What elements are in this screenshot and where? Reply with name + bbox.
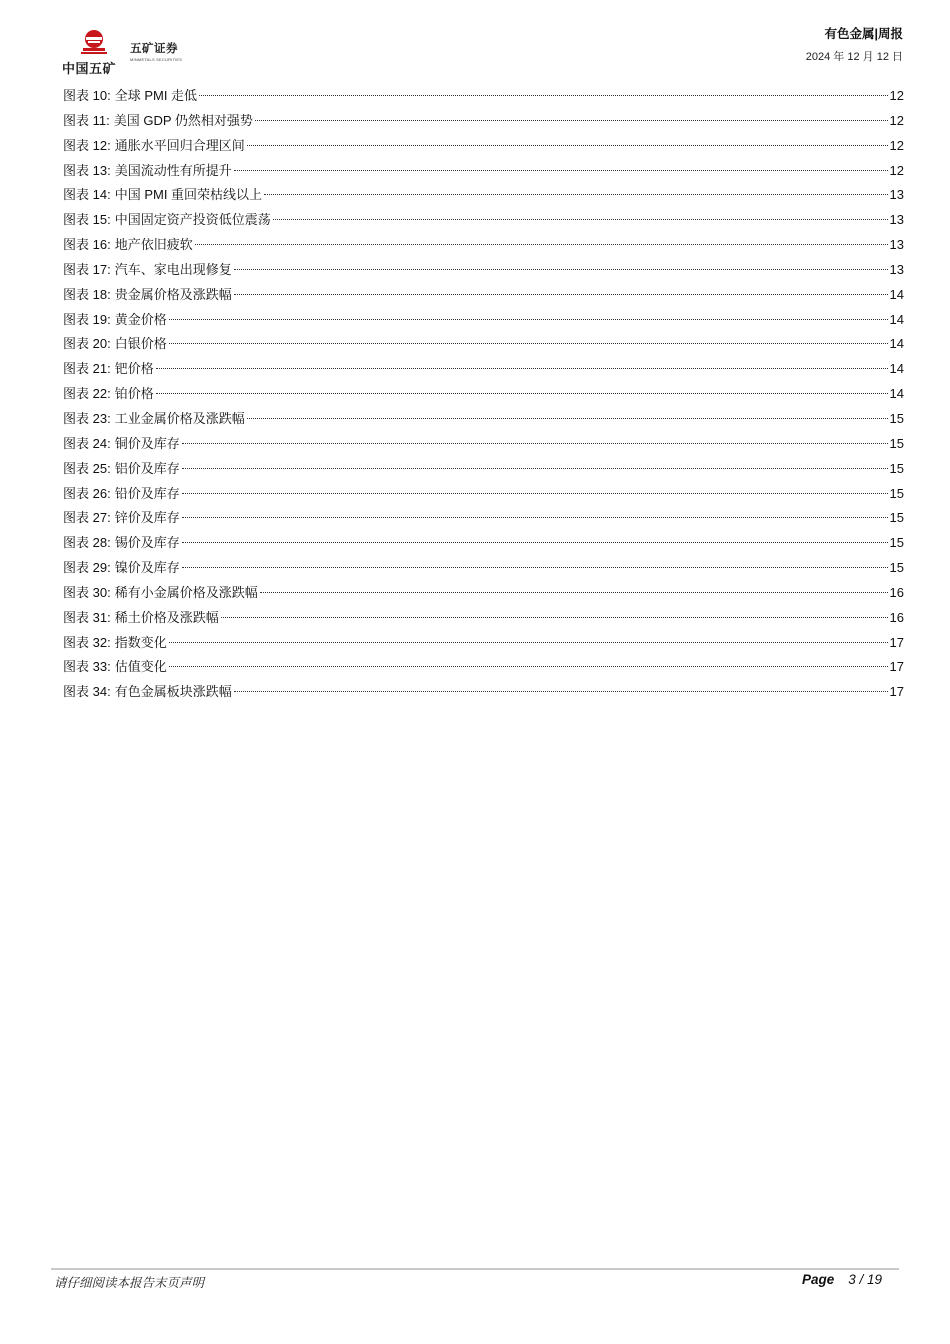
toc-entry-title: 锌价及库存 <box>114 510 180 526</box>
toc-dot-leader <box>182 567 888 568</box>
toc-entry-number: 图表 26 <box>63 485 108 501</box>
toc-entry-number: 图表 12 <box>63 137 108 153</box>
toc-entry-title: 有色金属板块涨跌幅 <box>114 684 232 700</box>
toc-entry[interactable] <box>63 84 904 109</box>
toc-entry[interactable] <box>63 134 904 159</box>
toc-entry-colon: : <box>107 584 111 600</box>
toc-entry-page: 14 <box>889 336 904 352</box>
toc-entry-number: 图表 17 <box>63 261 108 277</box>
toc-entry-colon: : <box>107 261 111 277</box>
toc-entry-page: 14 <box>889 311 904 327</box>
toc-entry-title: 工业金属价格及涨跌幅 <box>114 410 245 426</box>
toc-entry[interactable] <box>63 283 904 308</box>
logo-subbrand <box>130 40 182 62</box>
toc-entry-colon: : <box>107 435 111 451</box>
toc-dot-leader <box>247 418 888 419</box>
logo-subbrand-en: MINMETALS SECURITIES <box>130 57 183 62</box>
toc-entry-number: 图表 16 <box>63 237 108 253</box>
figure-index-list <box>63 84 904 705</box>
toc-entry-title: 铅价及库存 <box>114 485 180 501</box>
toc-entry-label <box>63 457 180 482</box>
toc-entry-label <box>63 159 232 184</box>
logo-subbrand-cn: 五矿证券 <box>130 43 178 55</box>
toc-dot-leader <box>234 269 888 270</box>
toc-entry-number: 图表 14 <box>63 187 108 203</box>
toc-dot-leader <box>182 493 888 494</box>
toc-entry[interactable] <box>63 506 904 531</box>
toc-entry-title: 指数变化 <box>114 634 167 650</box>
footer-divider <box>51 1268 899 1270</box>
toc-entry-title: 美国 GDP 仍然相对强势 <box>113 112 253 128</box>
page-number: 3 / 19 <box>848 1272 882 1287</box>
toc-entry-title: 中国 PMI 重回荣枯线以上 <box>114 187 263 203</box>
toc-entry-number: 图表 24 <box>63 435 108 451</box>
toc-entry-label <box>63 432 180 457</box>
toc-entry-colon: : <box>107 162 111 178</box>
toc-entry-colon: : <box>107 659 111 675</box>
toc-entry-title: 通胀水平回归合理区间 <box>114 137 245 153</box>
toc-entry-page: 14 <box>889 361 904 377</box>
toc-entry-title: 稀土价格及涨跌幅 <box>114 609 219 625</box>
toc-entry-page: 15 <box>889 410 904 426</box>
logo-text-cn: 中国五矿 <box>62 61 117 76</box>
toc-entry[interactable] <box>63 258 904 283</box>
toc-entry-number: 图表 15 <box>63 212 108 228</box>
toc-entry[interactable] <box>63 432 904 457</box>
toc-entry-page: 15 <box>889 560 904 576</box>
toc-entry-number: 图表 32 <box>63 634 108 650</box>
toc-entry-title: 估值变化 <box>114 659 167 675</box>
toc-entry[interactable] <box>63 556 904 581</box>
toc-entry-title: 全球 PMI 走低 <box>114 88 198 103</box>
toc-entry-label <box>63 308 167 333</box>
toc-dot-leader <box>221 617 888 618</box>
toc-entry-title: 贵金属价格及涨跌幅 <box>114 286 232 302</box>
toc-entry[interactable] <box>63 159 904 184</box>
toc-entry-title: 地产依旧疲软 <box>114 237 193 253</box>
toc-dot-leader <box>273 219 888 220</box>
toc-entry-number: 图表 25 <box>63 460 108 476</box>
toc-entry-number: 图表 29 <box>63 560 108 576</box>
toc-dot-leader <box>234 170 888 171</box>
toc-entry-label <box>63 382 154 407</box>
toc-dot-leader <box>195 244 888 245</box>
footer-pagination <box>802 1272 882 1287</box>
toc-entry[interactable] <box>63 109 904 134</box>
toc-entry-number: 图表 21 <box>63 361 108 377</box>
toc-dot-leader <box>182 542 888 543</box>
toc-entry-page: 12 <box>889 162 904 178</box>
toc-entry-page: 12 <box>889 88 904 103</box>
toc-entry[interactable] <box>63 631 904 656</box>
toc-entry-label <box>63 332 167 357</box>
toc-entry-colon: : <box>107 187 111 203</box>
toc-entry-colon: : <box>106 112 110 128</box>
toc-entry-page: 15 <box>889 435 904 451</box>
toc-entry-colon: : <box>107 485 111 501</box>
toc-dot-leader <box>255 120 888 121</box>
page-header <box>0 0 950 80</box>
toc-entry[interactable] <box>63 382 904 407</box>
toc-dot-leader <box>234 691 888 692</box>
toc-entry-page: 12 <box>889 112 904 128</box>
toc-entry-title: 汽车、家电出现修复 <box>114 261 232 277</box>
toc-entry-number: 图表 30 <box>63 584 108 600</box>
toc-entry[interactable] <box>63 183 904 208</box>
toc-entry-colon: : <box>107 609 111 625</box>
toc-entry-label <box>63 208 271 233</box>
toc-entry[interactable] <box>63 332 904 357</box>
toc-entry-page: 14 <box>889 386 904 402</box>
toc-entry[interactable] <box>63 457 904 482</box>
toc-entry-label <box>63 183 262 208</box>
toc-entry-page: 13 <box>889 237 904 253</box>
toc-dot-leader <box>169 343 888 344</box>
toc-entry-number: 图表 13 <box>63 162 108 178</box>
toc-entry-page: 12 <box>889 137 904 153</box>
toc-entry-label <box>63 606 219 631</box>
toc-dot-leader <box>264 194 887 195</box>
toc-dot-leader <box>199 95 887 96</box>
toc-entry-page: 17 <box>889 659 904 675</box>
toc-entry[interactable] <box>63 208 904 233</box>
toc-entry[interactable] <box>63 680 904 705</box>
toc-entry-label <box>63 680 232 705</box>
toc-entry-colon: : <box>107 361 111 377</box>
toc-entry-number: 图表 20 <box>63 336 108 352</box>
toc-dot-leader <box>260 592 888 593</box>
toc-entry[interactable] <box>63 357 904 382</box>
toc-entry-page: 15 <box>889 460 904 476</box>
toc-entry[interactable] <box>63 233 904 258</box>
toc-entry-number: 图表 22 <box>63 386 108 402</box>
toc-entry-title: 镍价及库存 <box>114 560 180 576</box>
toc-dot-leader <box>156 368 888 369</box>
page-word: Page <box>801 1272 835 1287</box>
toc-dot-leader <box>169 642 888 643</box>
toc-entry-page: 17 <box>889 684 904 700</box>
toc-dot-leader <box>169 319 888 320</box>
toc-entry-page: 16 <box>889 584 904 600</box>
toc-entry-number: 图表 33 <box>63 659 108 675</box>
toc-entry-colon: : <box>107 237 111 253</box>
toc-entry-colon: : <box>107 460 111 476</box>
toc-entry-title: 中国固定资产投资低位震荡 <box>114 212 271 228</box>
toc-entry-label <box>63 506 180 531</box>
toc-entry-colon: : <box>107 212 111 228</box>
toc-dot-leader <box>182 468 888 469</box>
toc-entry-label <box>63 531 180 556</box>
toc-entry-title: 钯价格 <box>114 361 154 377</box>
toc-entry-colon: : <box>107 535 111 551</box>
toc-entry-page: 16 <box>889 609 904 625</box>
toc-entry-label <box>63 581 258 606</box>
toc-entry-page: 15 <box>889 485 904 501</box>
toc-entry-colon: : <box>107 410 111 426</box>
toc-entry-label <box>63 283 232 308</box>
toc-entry-page: 17 <box>889 634 904 650</box>
toc-dot-leader <box>169 666 888 667</box>
toc-entry-label <box>63 655 167 680</box>
toc-entry-label <box>63 233 193 258</box>
toc-entry-number: 图表 23 <box>63 410 108 426</box>
toc-entry-number: 图表 11 <box>63 112 107 128</box>
toc-entry-colon: : <box>107 386 111 402</box>
toc-entry[interactable] <box>63 531 904 556</box>
toc-entry-label <box>63 109 253 134</box>
toc-entry-colon: : <box>107 137 111 153</box>
toc-entry-colon: : <box>107 286 111 302</box>
toc-entry-label <box>63 556 180 581</box>
toc-entry-number: 图表 19 <box>63 311 108 327</box>
toc-entry-label <box>63 134 245 159</box>
toc-entry-colon: : <box>107 88 111 103</box>
toc-entry-page: 15 <box>889 535 904 551</box>
toc-entry-colon: : <box>107 336 111 352</box>
footer-disclaimer: 请仔细阅读本报告末页声明 <box>54 1275 205 1290</box>
toc-entry-title: 铜价及库存 <box>114 435 180 451</box>
toc-entry-label <box>63 357 154 382</box>
toc-entry-title: 铂价格 <box>114 386 154 402</box>
toc-entry-number: 图表 34 <box>63 684 108 700</box>
toc-dot-leader <box>247 145 888 146</box>
toc-entry-title: 黄金价格 <box>114 311 167 327</box>
toc-dot-leader <box>156 393 888 394</box>
toc-entry-colon: : <box>107 510 111 526</box>
toc-entry-title: 铝价及库存 <box>114 460 180 476</box>
toc-entry-title: 稀有小金属价格及涨跌幅 <box>114 584 258 600</box>
toc-entry[interactable] <box>63 655 904 680</box>
toc-entry-colon: : <box>107 684 111 700</box>
toc-entry[interactable] <box>63 308 904 333</box>
toc-entry-label <box>63 258 232 283</box>
toc-entry-title: 美国流动性有所提升 <box>114 162 232 178</box>
toc-entry-page: 13 <box>889 261 904 277</box>
toc-entry[interactable] <box>63 581 904 606</box>
toc-entry-colon: : <box>107 560 111 576</box>
toc-dot-leader <box>234 294 888 295</box>
toc-entry-label <box>63 84 197 109</box>
toc-entry-number: 图表 27 <box>63 510 108 526</box>
toc-entry-label <box>63 482 180 507</box>
toc-dot-leader <box>182 443 888 444</box>
toc-entry-title: 白银价格 <box>114 336 167 352</box>
toc-entry-colon: : <box>107 311 111 327</box>
toc-entry[interactable] <box>63 606 904 631</box>
report-date: 2024 年 12 月 12 日 <box>805 51 903 63</box>
toc-entry-label <box>63 407 245 432</box>
toc-entry-number: 图表 10 <box>63 88 108 103</box>
toc-entry-page: 14 <box>889 286 904 302</box>
report-title: 有色金属|周报 <box>824 27 903 41</box>
toc-entry-title: 锡价及库存 <box>114 535 180 551</box>
toc-entry-number: 图表 18 <box>63 286 108 302</box>
toc-entry[interactable] <box>63 482 904 507</box>
toc-entry-label <box>63 631 167 656</box>
toc-entry-colon: : <box>107 634 111 650</box>
toc-entry-page: 15 <box>889 510 904 526</box>
toc-entry-number: 图表 28 <box>63 535 108 551</box>
toc-entry-number: 图表 31 <box>63 609 108 625</box>
toc-dot-leader <box>182 517 888 518</box>
toc-entry[interactable] <box>63 407 904 432</box>
toc-entry-page: 13 <box>889 212 904 228</box>
toc-entry-page: 13 <box>889 187 904 203</box>
minmetals-emblem-icon <box>79 28 109 56</box>
